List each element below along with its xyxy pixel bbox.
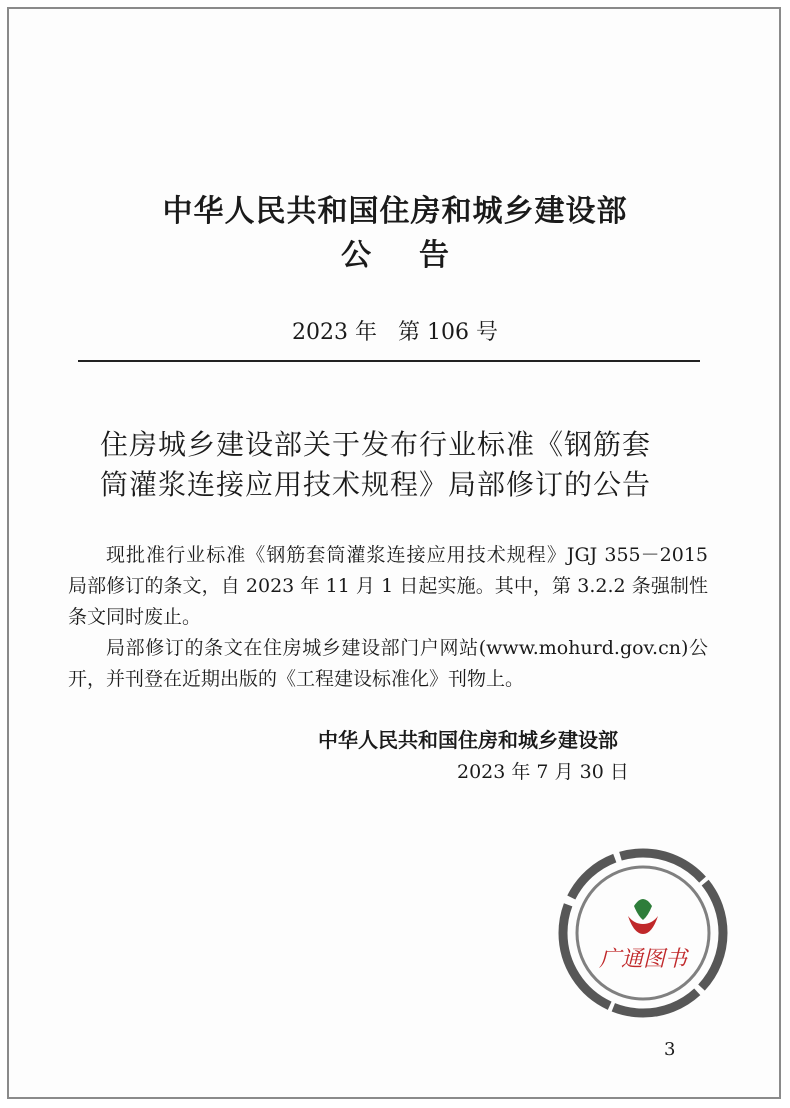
document-type-heading: 公告 <box>341 238 497 273</box>
signature-date: 2023 年 7 月 30 日 <box>457 761 629 783</box>
title-line-2: 筒灌浆连接应用技术规程》局部修订的公告 <box>100 468 652 501</box>
stamp-text: 广通图书 <box>598 947 688 972</box>
announcement-title <box>100 425 700 505</box>
body-paragraph-2: 局部修订的条文在住房城乡建设部门户网站(www.mohurd.gov.cn)公开，并刊登在近期出版的《工程建设标准化》刊物上。 <box>68 637 708 690</box>
title-line-1: 住房城乡建设部关于发布行业标准《钢筋套 <box>100 428 652 461</box>
stamp-logo-icon <box>628 899 658 934</box>
body-paragraph-1: 现批准行业标准《钢筋套筒灌浆连接应用技术规程》JGJ 355－2015 局部修订的条文，自 2023 年 11 月 1 日起实施。其中，第 3.2.2 条强制性条文同时废止。 <box>68 544 708 628</box>
signature-issuer: 中华人民共和国住房和城乡建设部 <box>318 728 618 752</box>
divider-line <box>78 360 700 362</box>
announcement-body <box>68 540 708 695</box>
document-number: 2023 年 第 106 号 <box>292 320 498 345</box>
publisher-stamp <box>548 838 738 1028</box>
issuer-heading: 中华人民共和国住房和城乡建设部 <box>162 194 628 229</box>
page-number: 3 <box>664 1039 676 1060</box>
